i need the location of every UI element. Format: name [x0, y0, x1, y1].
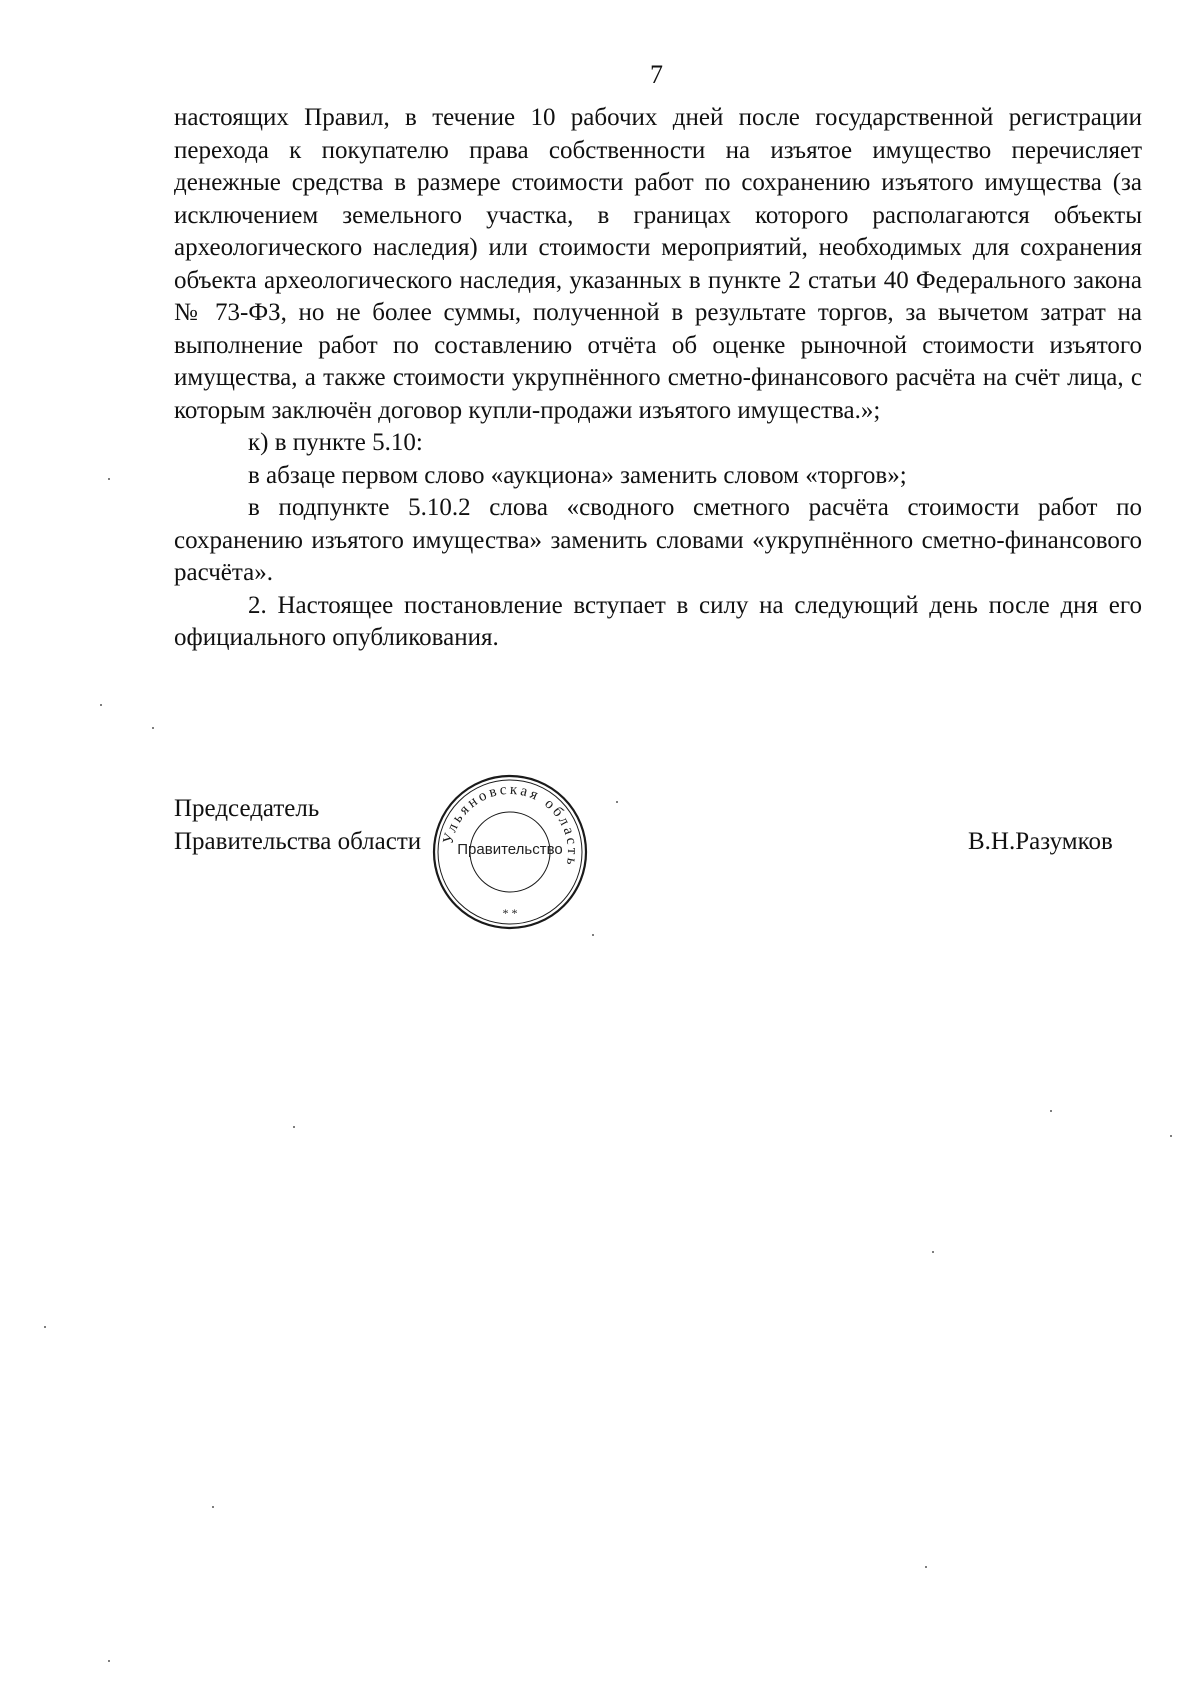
seal-center-text: Правительство [457, 841, 563, 858]
scan-speck [925, 1566, 927, 1568]
signatory-position [174, 792, 421, 858]
scan-speck [100, 704, 102, 706]
scan-speck [212, 1506, 214, 1508]
signatory-position-line1: Председатель [174, 795, 320, 822]
paragraph-subpoint-5-10-2: в подпункте 5.10.2 слова «сводного сметного расчёта стоимости работ по сохранению изъятого имущества» заменить словами «укрупнённого сметно-финансового расчёта». [174, 494, 1142, 586]
paragraph-first-abzats: в абзаце первом слово «аукциона» заменить словом «торгов»; [248, 461, 907, 489]
scan-speck [592, 934, 594, 936]
scan-speck [1170, 1135, 1172, 1137]
signatory-position-line2: Правительства области [174, 828, 422, 855]
scan-speck [616, 801, 618, 803]
scan-speck [293, 1126, 295, 1128]
signatory-name: В.Н.Разумков [968, 828, 1113, 855]
paragraph-item-k: к) в пункте 5.10: [248, 429, 423, 456]
svg-text:* *: * * [502, 906, 518, 920]
scan-speck [1050, 1110, 1052, 1112]
scan-speck [152, 727, 154, 729]
paragraph-effective-date: 2. Настоящее постановление вступает в силу на следующий день после дня его официального опубликования. [174, 591, 1142, 651]
document-body [174, 102, 1142, 655]
scan-speck [108, 478, 110, 480]
official-seal [430, 772, 590, 932]
paragraph-continuation: настоящих Правил, в течение 10 рабочих дней после государственной регистрации перехода к покупателю права собственности на изъятое имущество перечисляет денежные средства в размере стоимости работ по сохранению изъятого имущества (за исключением земельного участка, в границах которого располагаются объекты археологического наследия) или стоимости мероприятий, необходимых для сохранения объекта археологического наследия, указанных в пункте 2 статьи 40 Федерального закона № 73-ФЗ, но не более суммы, полученной в результате торгов, за вычетом затрат на выполнение работ по составлению отчёта об оценке рыночной стоимости изъятого имущества, а также стоимости укрупнённого сметно-финансового расчёта на счёт лица, с которым заключён договор купли-продажи изъятого имущества.»; [174, 104, 1142, 424]
scan-speck [932, 1251, 934, 1253]
page-number: 7 [650, 60, 664, 89]
seal-ring-text: Ульяновская область [440, 781, 581, 870]
scan-speck [108, 1660, 110, 1662]
scan-speck [44, 1326, 46, 1328]
